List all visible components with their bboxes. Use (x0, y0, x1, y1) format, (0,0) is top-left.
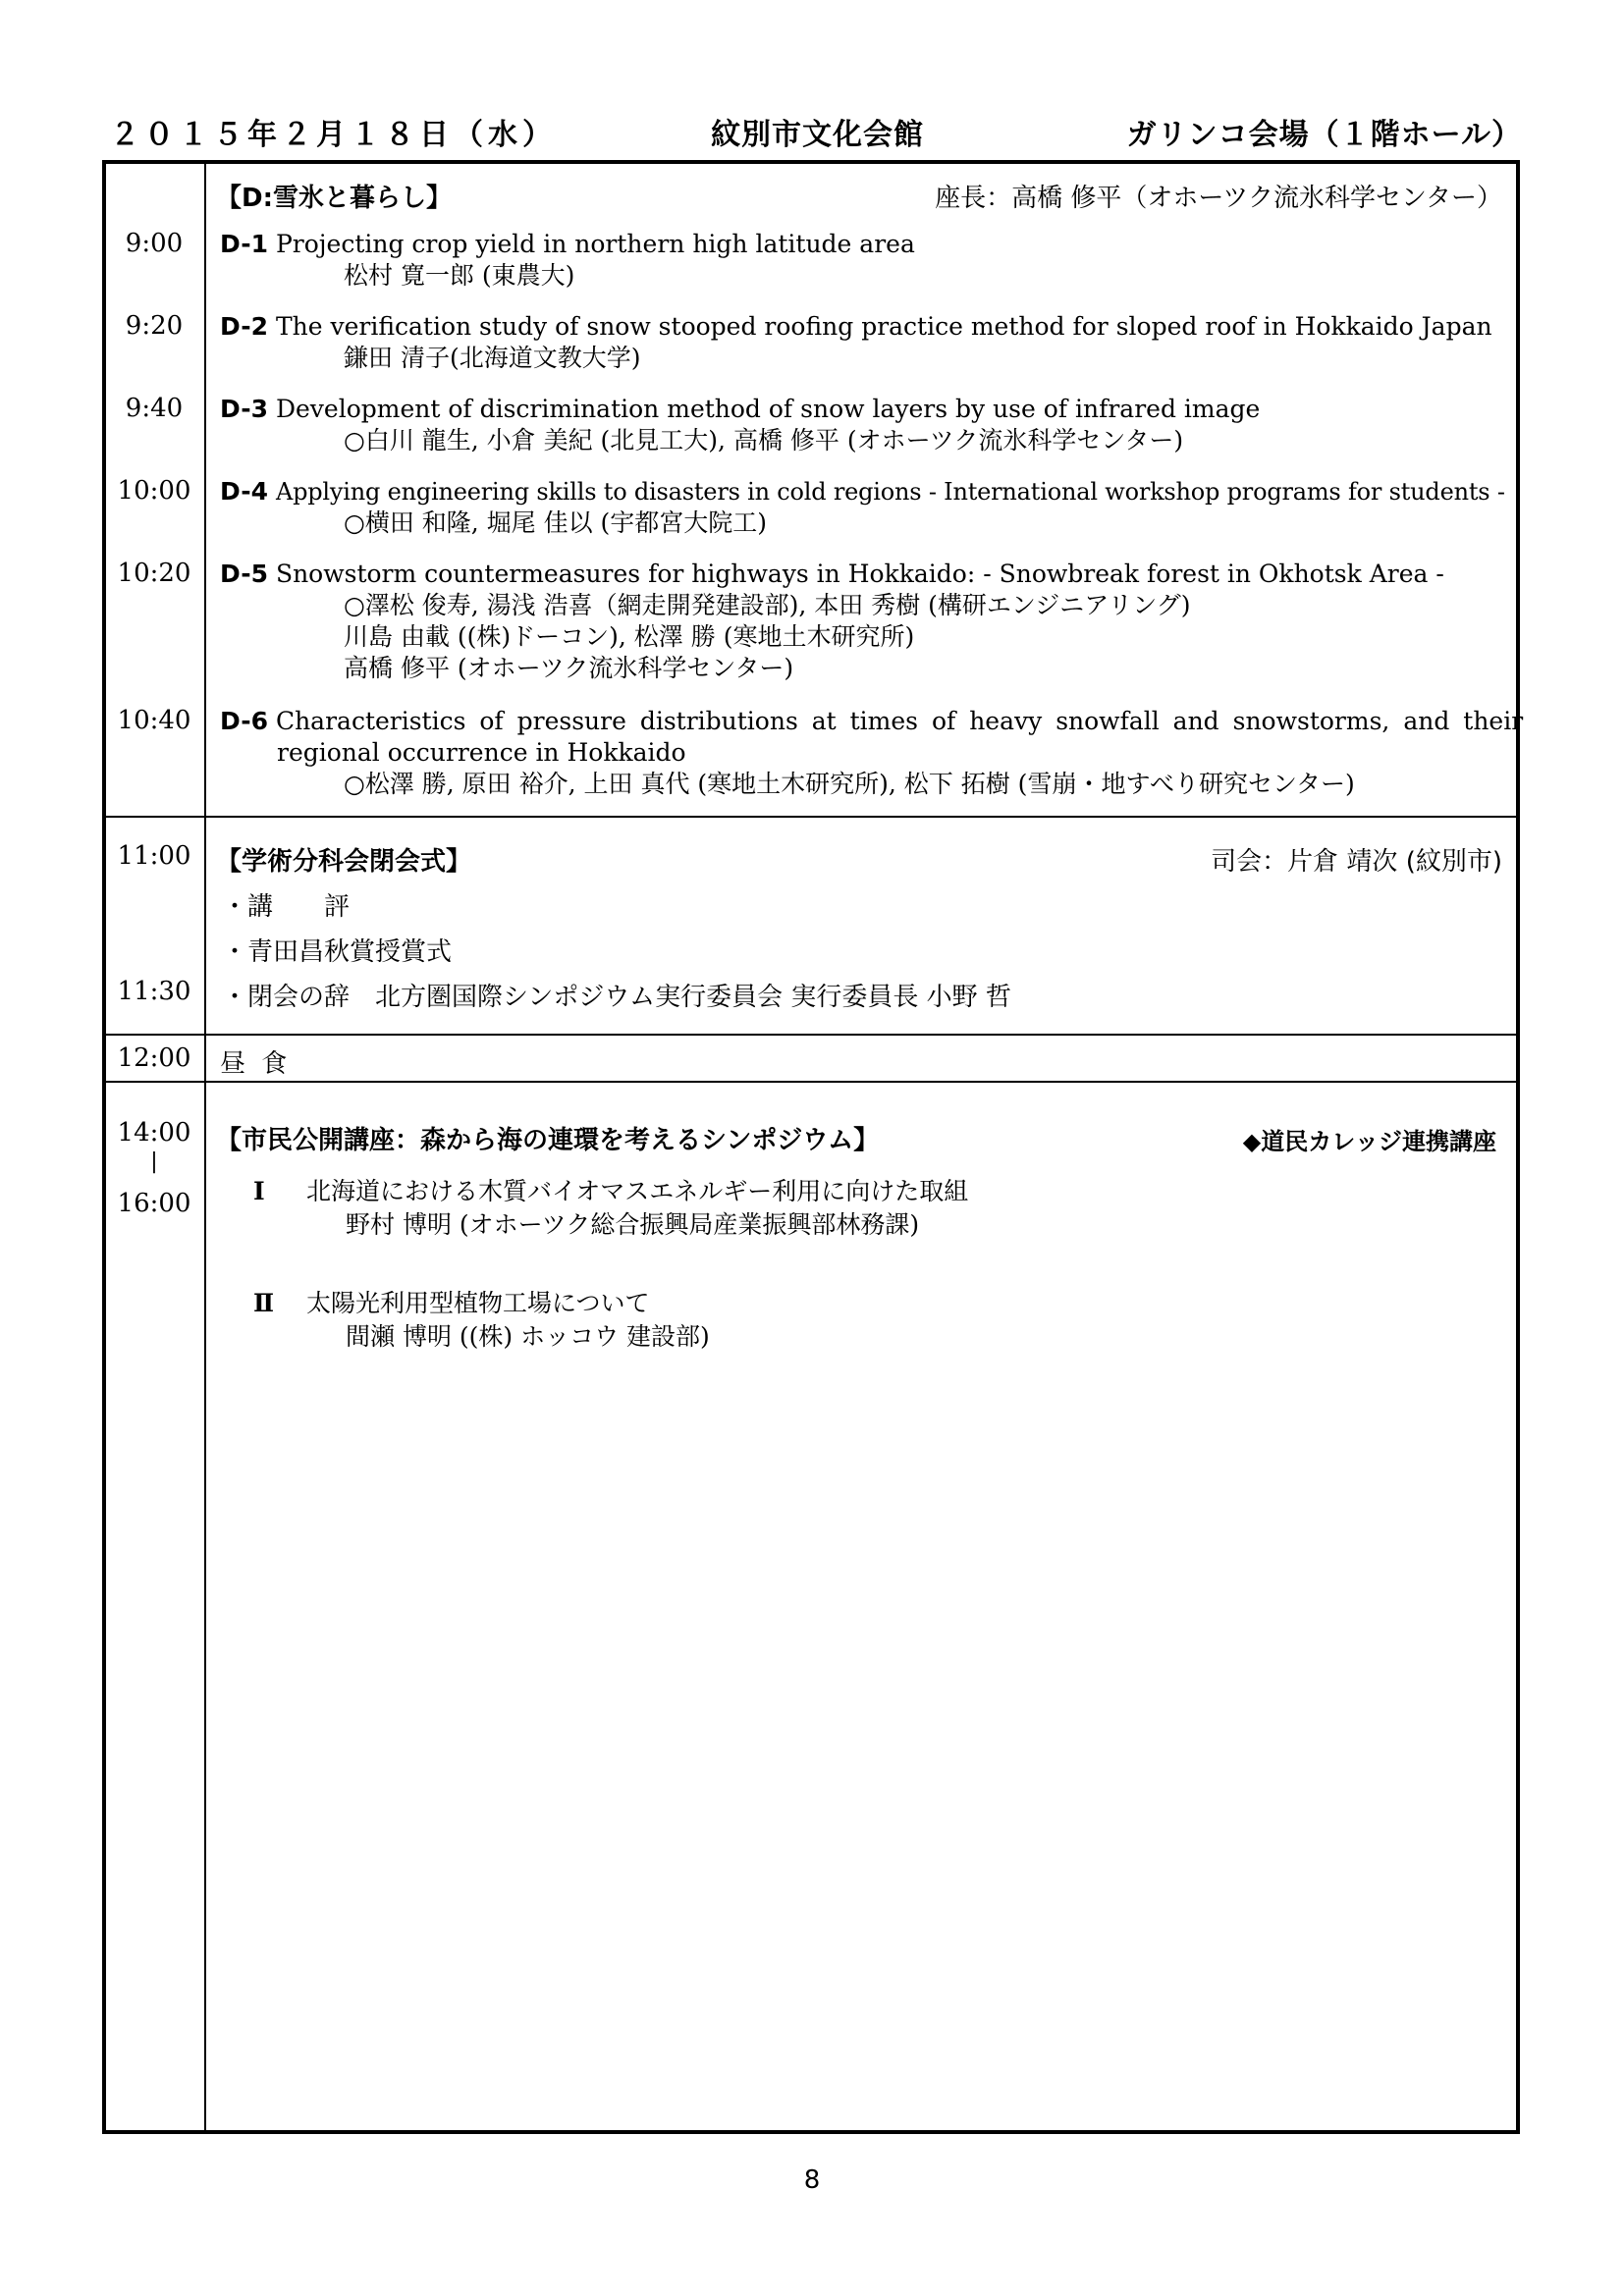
talk-entry-d1 (220, 229, 1502, 292)
lecture-time-start: 14:00 (117, 1118, 191, 1148)
talk-entry-d2 (220, 311, 1502, 374)
talk-title: Snowstorm countermeasures for highways in Hokkaido: - Snowbreak forest in Okhotsk Area - (275, 560, 1444, 588)
talk-authors: 川島 由載 ((株)ドーコン), 松澤 勝 (寒地土木研究所) (344, 622, 915, 651)
page-number: 8 (803, 2165, 821, 2195)
lecture-note: ◆道民カレッジ連携講座 (1242, 1128, 1496, 1155)
talk-title: The verification study of snow stooped roofing practice method for sloped roof in Hokkaido Japan (275, 312, 1492, 341)
lecture-item-title: 太陽光利用型植物工場について (306, 1289, 650, 1317)
closing-title: 【学術分科会閉会式】 (216, 847, 472, 877)
talk-title-continued: regional occurrence in Hokkaido (277, 738, 686, 767)
lecture-item-author: 間瀬 博明 ((株) ホッコウ 建設部) (346, 1322, 710, 1351)
talk-authors: 松村 寛一郎 (東農大) (344, 261, 575, 290)
talk-title: Characteristics of pressure distributions at times of heavy snowfall and snowstorms, and their (275, 707, 1524, 735)
talk-title: Development of discrimination method of snow layers by use of infrared image (275, 395, 1261, 423)
session-d-chair: 座長：高橋 修平（オホーツク流氷科学センター） (935, 184, 1502, 213)
closing-item: ・講 評 (222, 892, 351, 922)
talk-authors: 鎌田 清子(北海道文教大学) (344, 344, 641, 372)
schedule-frame (102, 160, 1524, 2134)
lecture-item-author: 野村 博明 (オホーツク総合振興局産業振興部林務課) (346, 1210, 920, 1239)
closing-time-start: 11:00 (117, 841, 191, 871)
talk-authors: ○澤松 俊寿, 湯浅 浩喜（網走開発建設部), 本田 秀樹 (構研エンジニアリング) (344, 591, 1191, 619)
talk-authors: ○横田 和隆, 堀尾 佳以 (宇都宮大院工) (344, 508, 768, 537)
header-date: ２０１５年２月１８日（水） (110, 118, 557, 152)
talk-time: 10:00 (117, 476, 191, 506)
session-d-title: 【D:雪氷と暮らし】 (216, 184, 452, 213)
talk-authors: ○白川 龍生, 小倉 美紀 (北見工大), 高橋 修平 (オホーツク流氷科学センター) (344, 426, 1184, 454)
lecture-title: 【市民公開講座：森から海の連環を考えるシンポジウム】 (216, 1126, 880, 1155)
talk-time: 10:40 (117, 706, 191, 735)
lecture-time-separator: | (150, 1149, 158, 1174)
talk-title: Projecting crop yield in northern high latitude area (275, 230, 915, 258)
talk-time: 10:20 (117, 559, 191, 588)
lunch-time: 12:00 (117, 1043, 191, 1073)
lecture-item-1 (253, 1175, 968, 1242)
section-divider (106, 1081, 1516, 1083)
section-divider (106, 1034, 1516, 1036)
closing-item: ・青田昌秋賞授賞式 (222, 937, 453, 967)
talk-title: Applying engineering skills to disasters in cold regions - International workshop programs for students - (275, 478, 1505, 506)
page-header (110, 110, 1522, 157)
talk-code: D-3 (220, 395, 268, 423)
section-divider (106, 816, 1516, 818)
talk-code: D-5 (220, 560, 268, 588)
closing-item: ・閉会の辞 北方圏国際シンポジウム実行委員会 実行委員長 小野 哲 (222, 983, 1011, 1012)
talk-time: 9:00 (125, 229, 184, 258)
talk-authors: 高橋 修平 (オホーツク流氷科学センター) (344, 654, 794, 682)
talk-entry-d6 (220, 706, 1524, 800)
talk-authors: ○松澤 勝, 原田 裕介, 上田 真代 (寒地土木研究所), 松下 拓樹 (雪崩・地すべり研究センター) (344, 770, 1355, 798)
lunch-label: 昼 食 (220, 1049, 292, 1079)
talk-code: D-6 (220, 707, 268, 735)
talk-time: 9:40 (125, 394, 184, 423)
talk-time: 9:20 (125, 311, 184, 341)
talk-code: D-1 (220, 230, 268, 258)
lecture-time-end: 16:00 (117, 1189, 191, 1218)
talk-code: D-2 (220, 312, 268, 341)
talk-entry-d3 (220, 394, 1502, 456)
time-column-divider (204, 164, 206, 2130)
lecture-number: Ⅱ (253, 1289, 275, 1317)
talk-code: D-4 (220, 477, 268, 506)
closing-time-end: 11:30 (117, 977, 191, 1006)
lecture-number: Ⅰ (253, 1177, 265, 1205)
closing-mc: 司会：片倉 靖次 (紋別市) (1211, 847, 1502, 877)
lecture-item-title: 北海道における木質バイオマスエネルギー利用に向けた取組 (306, 1177, 969, 1205)
talk-entry-d5 (220, 559, 1502, 684)
talk-entry-d4 (220, 476, 1505, 539)
header-hall: ガリンコ会場（１階ホール） (1126, 118, 1522, 152)
header-venue: 紋別市文化会館 (711, 118, 924, 152)
lecture-item-2 (253, 1287, 710, 1354)
